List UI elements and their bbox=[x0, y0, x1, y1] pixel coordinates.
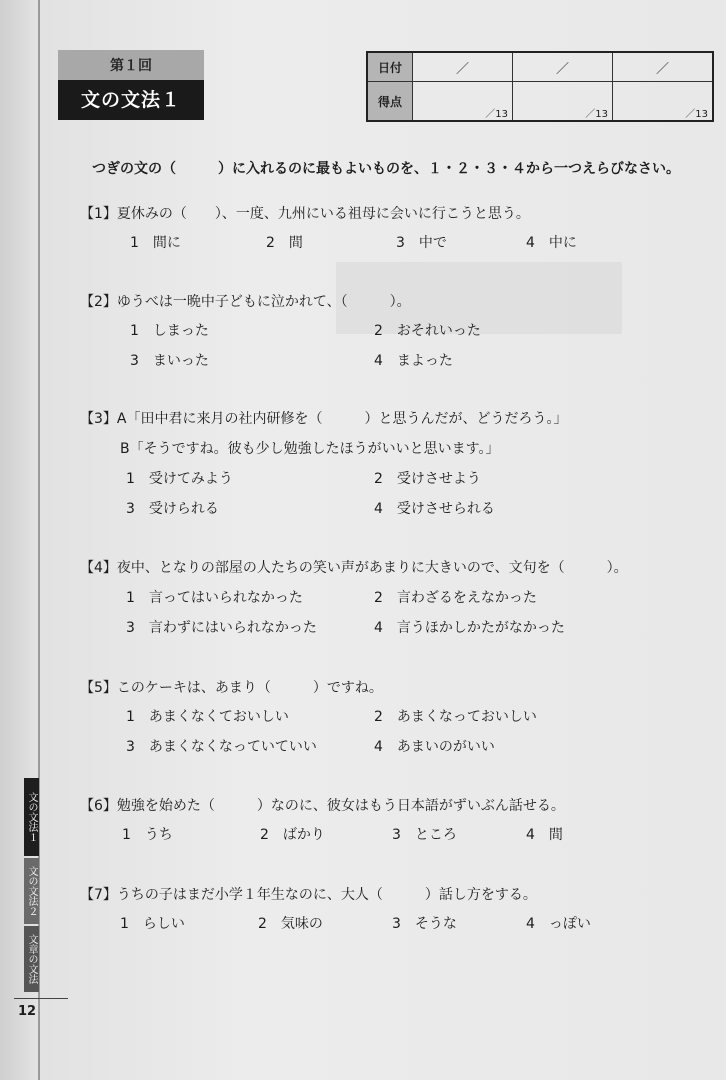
option: 3 中で bbox=[396, 235, 447, 251]
option: 3 そうな bbox=[392, 916, 457, 932]
score-label: 得点 bbox=[367, 82, 413, 122]
option: 4 言うほかしかたがなかった bbox=[374, 620, 565, 636]
score-table bbox=[366, 51, 714, 122]
option: 3 受けられる bbox=[126, 501, 219, 517]
question-7: 【7】うちの子はまだ小学１年生なのに、大人（ ）話し方をする。 bbox=[80, 887, 537, 903]
question-3-b: B「そうですね。彼も少し勉強したほうがいいと思います。」 bbox=[120, 441, 500, 457]
option: 2 気味の bbox=[258, 916, 323, 932]
score-row bbox=[367, 82, 713, 122]
option: 2 おそれいった bbox=[374, 323, 481, 339]
lesson-number: 第１回 bbox=[58, 50, 204, 80]
date-row bbox=[367, 52, 713, 82]
question-4: 【4】夜中、となりの部屋の人たちの笑い声があまりに大きいので、文句を（ ）。 bbox=[80, 560, 628, 576]
question-2: 【2】ゆうべは一晩中子どもに泣かれて、（ ）。 bbox=[80, 294, 411, 310]
instruction: つぎの文の（ ）に入れるのに最もよいものを、１・２・３・４から一つえらびなさい。 bbox=[92, 161, 680, 177]
option: 2 ばかり bbox=[260, 827, 325, 843]
option: 2 あまくなっておいしい bbox=[374, 709, 537, 725]
date-label: 日付 bbox=[367, 52, 413, 82]
option: 4 間 bbox=[526, 827, 563, 843]
section-tabs bbox=[24, 778, 42, 992]
section-tab: 文の文法２ bbox=[24, 858, 39, 924]
option: 4 中に bbox=[526, 235, 577, 251]
page-number-rule bbox=[14, 998, 68, 999]
option: 1 言ってはいられなかった bbox=[126, 590, 303, 606]
option: 1 あまくなくておいしい bbox=[126, 709, 289, 725]
score-cell: ／13 bbox=[413, 82, 513, 122]
option: 3 ところ bbox=[392, 827, 457, 843]
date-cell: ／ bbox=[613, 52, 714, 82]
option: 3 あまくなくなっていていい bbox=[126, 739, 317, 755]
option: 2 間 bbox=[266, 235, 303, 251]
score-cell: ／13 bbox=[513, 82, 613, 122]
question-6: 【6】勉強を始めた（ ）なのに、彼女はもう日本語がずいぶん話せる。 bbox=[80, 798, 565, 814]
option: 3 言わずにはいられなかった bbox=[126, 620, 317, 636]
option: 1 しまった bbox=[130, 323, 209, 339]
question-5: 【5】このケーキは、あまり（ ）ですね。 bbox=[80, 680, 383, 696]
date-cell: ／ bbox=[513, 52, 613, 82]
section-tab: 文章の文法 bbox=[24, 926, 39, 992]
question-1: 【1】夏休みの（ ）、一度、九州にいる祖母に会いに行こうと思う。 bbox=[80, 206, 530, 222]
lesson-header bbox=[58, 50, 204, 120]
score-cell: ／13 bbox=[613, 82, 714, 122]
date-cell: ／ bbox=[413, 52, 513, 82]
option: 1 うち bbox=[122, 827, 173, 843]
section-tab-current: 文の文法１ bbox=[24, 778, 39, 856]
option: 2 言わざるをえなかった bbox=[374, 590, 537, 606]
option: 4 っぽい bbox=[526, 916, 591, 932]
option: 1 らしい bbox=[120, 916, 185, 932]
option: 1 受けてみよう bbox=[126, 471, 233, 487]
option: 4 まよった bbox=[374, 353, 453, 369]
lesson-title: 文の文法１ bbox=[58, 80, 204, 120]
option: 4 受けさせられる bbox=[374, 501, 495, 517]
option: 4 あまいのがいい bbox=[374, 739, 495, 755]
option: 1 間に bbox=[130, 235, 181, 251]
question-3-a: 【3】A「田中君に来月の社内研修を（ ）と思うんだが、どうだろう。」 bbox=[80, 411, 568, 427]
option: 2 受けさせよう bbox=[374, 471, 481, 487]
page-number: 12 bbox=[18, 1004, 37, 1019]
option: 3 まいった bbox=[130, 353, 209, 369]
